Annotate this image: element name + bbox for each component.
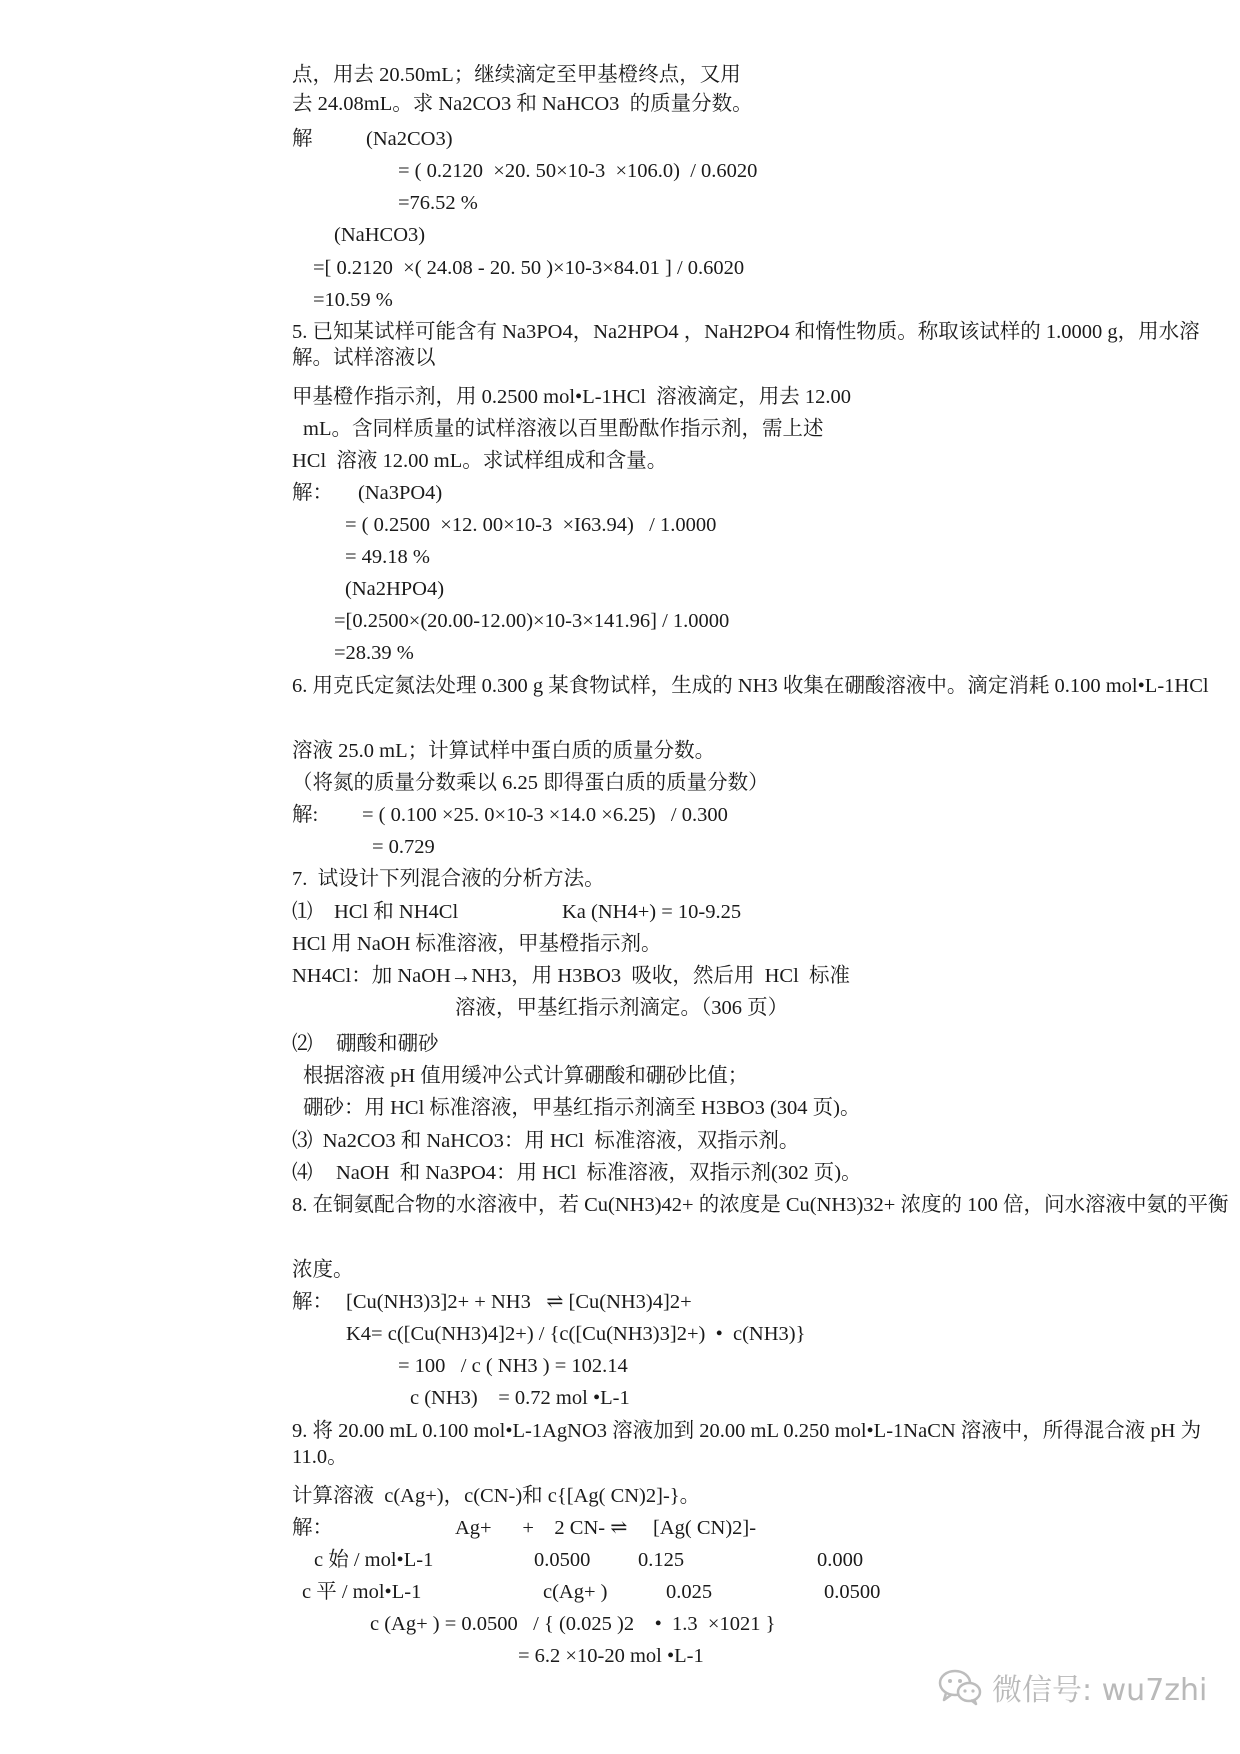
text-line: 根据溶液 pH 值用缓冲公式计算硼酸和硼砂比值； [303, 1065, 749, 1087]
equation-line: K4= c([Cu(NH3)4]2+) / {c([Cu(NH3)3]2+) • c(NH3)} [346, 1323, 806, 1345]
equation-line: =76.52 % [398, 192, 478, 214]
wechat-icon [938, 1668, 982, 1706]
table-cell: 0.000 [817, 1549, 864, 1571]
table-cell: c 始 / mol•L-1 [314, 1549, 434, 1571]
text-line: HCl 溶液 12.00 mL。求试样组成和含量。 [292, 450, 668, 472]
table-cell: c(Ag+ ) [543, 1581, 608, 1603]
text-line: (Na2CO3) [366, 128, 453, 150]
question-5: 5. 已知某试样可能含有 Na3PO4，Na2HPO4 ，NaH2PO4 和惰性物质。称取该试样的 1.0000 g，用水溶解。试样溶液以 [292, 321, 1200, 369]
equation-line: =[ 0.2120 ×( 24.08 - 20. 50 )×10-3×84.01 ] / 0.6020 [313, 257, 745, 279]
text-line: (Na3PO4) [358, 482, 443, 504]
text-line: ⑶ Na2CO3 和 NaHCO3：用 HCl 标准溶液，双指示剂。 [292, 1130, 800, 1152]
text-line: 解： [292, 1291, 333, 1313]
text-line: 溶液，甲基红指示剂滴定。（306 页） [455, 997, 789, 1019]
equation-line: = 6.2 ×10-20 mol •L-1 [518, 1645, 704, 1667]
question-6: 6. 用克氏定氮法处理 0.300 g 某食物试样，生成的 NH3 收集在硼酸溶液中。滴定消耗 0.100 mol•L-1HCl [292, 675, 1209, 697]
text-line: 解： [292, 1517, 333, 1539]
text-line: HCl 和 NH4Cl [334, 901, 459, 923]
equation-line: = ( 0.2500 ×12. 00×10-3 ×I63.94) / 1.0000 [345, 514, 717, 536]
watermark [938, 1665, 1207, 1709]
item-marker: ⑷ [292, 1162, 313, 1184]
text-line: （将氮的质量分数乘以 6.25 即得蛋白质的质量分数） [292, 772, 769, 794]
text-line: 甲基橙作指示剂，用 0.2500 mol•L-1HCl 溶液滴定，用去 12.00 [292, 386, 851, 408]
text-line: NaOH 和 Na3PO4：用 HCl 标准溶液，双指示剂(302 页)。 [336, 1162, 862, 1184]
equation-line: = 49.18 % [345, 546, 431, 568]
text-line: (Na2HPO4) [345, 578, 445, 600]
text-line: 解: [292, 804, 319, 826]
question-9: 9. 将 20.00 mL 0.100 mol•L-1AgNO3 溶液加到 20.00 mL 0.250 mol•L-1NaCN 溶液中，所得混合液 pH 为 11.0。 [292, 1420, 1202, 1468]
table-cell: 0.0500 [824, 1581, 881, 1603]
item-marker: ⑴ [292, 901, 313, 923]
table-cell: 0.025 [666, 1581, 713, 1603]
text-line: 点，用去 20.50mL；继续滴定至甲基橙终点，又用 [292, 64, 741, 86]
text-line: mL。含同样质量的试样溶液以百里酚酞作指示剂，需上述 [303, 418, 824, 440]
text-line: NH4Cl：加 NaOH→NH3，用 H3BO3 吸收，然后用 HCl 标准 [292, 965, 851, 987]
text-line: 硼酸和硼砂 [336, 1033, 439, 1055]
equation-line: =[0.2500×(20.00-12.00)×10-3×141.96] / 1.0000 [334, 610, 730, 632]
equation-line: = ( 0.100 ×25. 0×10-3 ×14.0 ×6.25) / 0.300 [362, 804, 728, 826]
text-line: 溶液 25.0 mL；计算试样中蛋白质的质量分数。 [292, 740, 716, 762]
watermark-text: 微信号: wu7zhi [992, 1673, 1208, 1708]
text-line: 计算溶液 c(Ag+)，c(CN-)和 c{[Ag( CN)2]-}。 [292, 1485, 701, 1507]
question-7: 7. 试设计下列混合液的分析方法。 [292, 868, 605, 890]
equation-line: Ag+ + 2 CN- ⇌ [Ag( CN)2]- [455, 1517, 757, 1539]
equation-line: =28.39 % [334, 642, 414, 664]
item-marker: ⑵ [292, 1033, 313, 1055]
equation-line: = 100 / c ( NH3 ) = 102.14 [398, 1355, 628, 1377]
text-line: (NaHCO3) [334, 224, 426, 246]
equation-line: c (NH3) = 0.72 mol •L-1 [410, 1387, 630, 1409]
text-line: 解 [292, 128, 313, 150]
question-8: 8. 在铜氨配合物的水溶液中，若 Cu(NH3)42+ 的浓度是 Cu(NH3)32+ 浓度的 100 倍，问水溶液中氨的平衡 [292, 1194, 1229, 1216]
text-line: Ka (NH4+) = 10-9.25 [562, 901, 742, 923]
equation-line: = ( 0.2120 ×20. 50×10-3 ×106.0) / 0.6020 [398, 160, 758, 182]
text-line: 解： [292, 482, 333, 504]
text-line: 浓度。 [292, 1259, 354, 1281]
table-cell: c 平 / mol•L-1 [302, 1581, 422, 1603]
equation-line: c (Ag+ ) = 0.0500 / { (0.025 )2 • 1.3 ×1021 } [370, 1613, 776, 1635]
table-cell: 0.0500 [534, 1549, 591, 1571]
equation-line: = 0.729 [372, 836, 435, 858]
text-line: 硼砂：用 HCl 标准溶液，甲基红指示剂滴至 H3BO3 (304 页)。 [303, 1097, 861, 1119]
table-cell: 0.125 [638, 1549, 685, 1571]
equation-line: =10.59 % [313, 289, 393, 311]
equation-line: [Cu(NH3)3]2+ + NH3 ⇌ [Cu(NH3)4]2+ [346, 1291, 692, 1313]
text-line: HCl 用 NaOH 标准溶液，甲基橙指示剂。 [292, 933, 662, 955]
text-line: 去 24.08mL。求 Na2CO3 和 NaHCO3 的质量分数。 [292, 93, 753, 115]
